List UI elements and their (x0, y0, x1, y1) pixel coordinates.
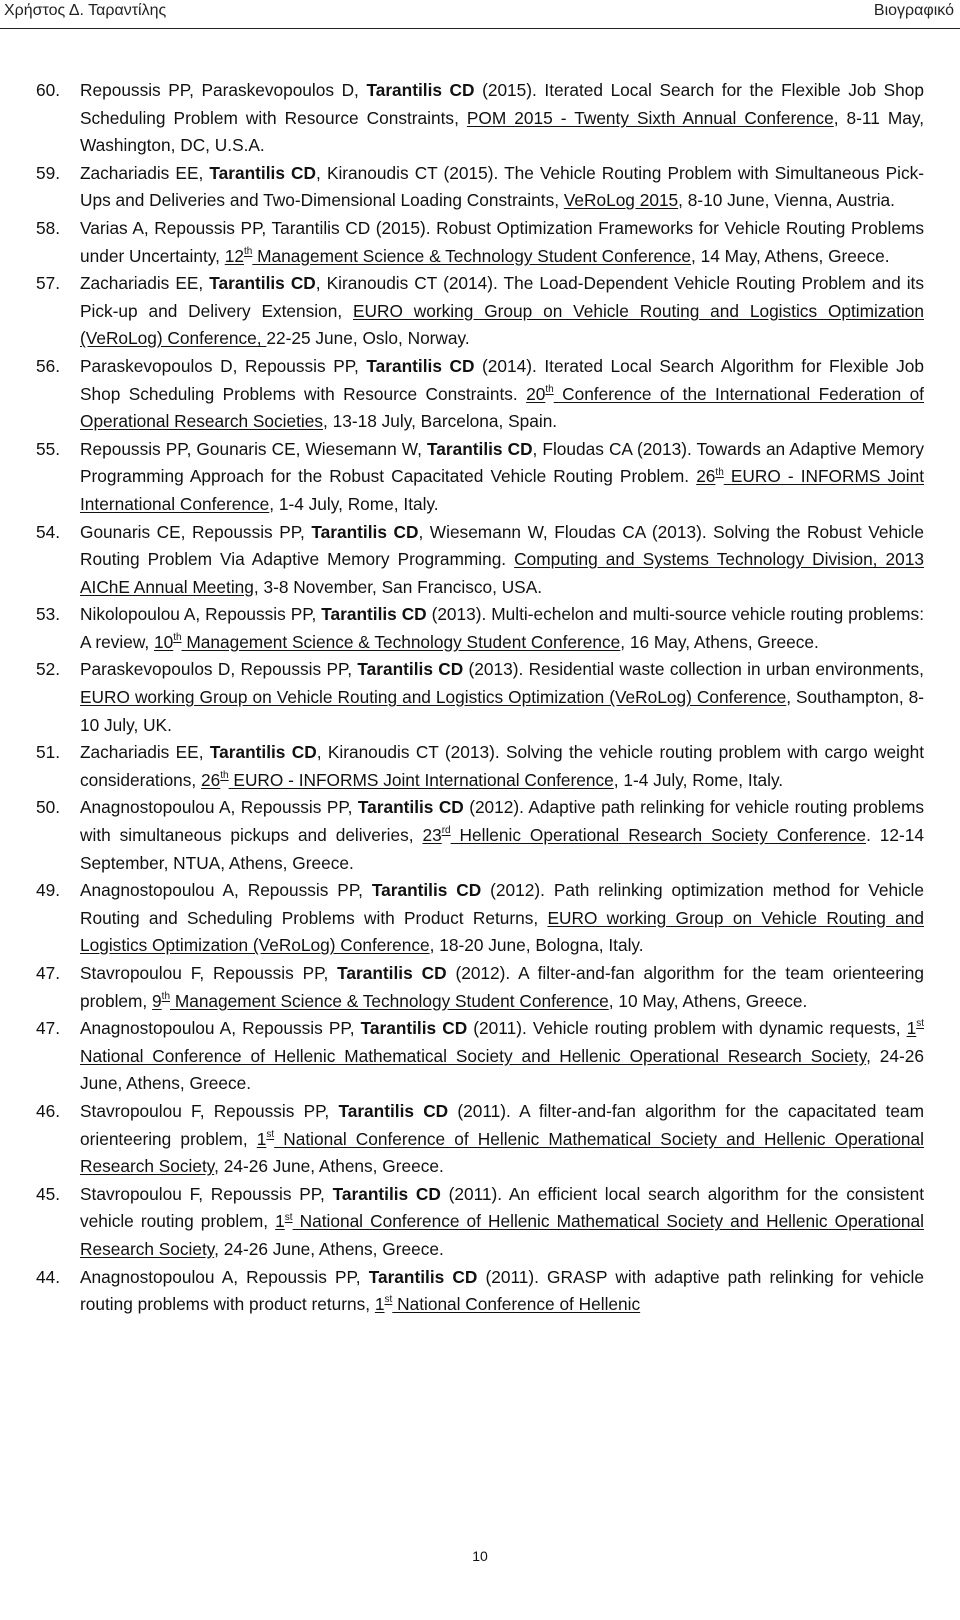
reference-number: 47. (36, 963, 61, 983)
highlighted-author: Tarantilis CD (368, 1266, 478, 1287)
reference-number: 59. (36, 162, 61, 183)
reference-item (36, 77, 924, 160)
reference-text: , Kiranoudis CT (2013). Solving the vehicle routing problem with cargo weight considerations, (80, 742, 924, 790)
reference-number: 45. (36, 1183, 61, 1204)
ordinal-suffix: th (173, 632, 182, 644)
ordinal-suffix: th (545, 383, 554, 395)
highlighted-author: Tarantilis CD (338, 1100, 449, 1121)
reference-number: 44. (36, 1266, 61, 1287)
venue-name: EURO working Group on Vehicle Routing and Logistics Optimization (VeRoLog) Conference (80, 687, 787, 708)
highlighted-author: Tarantilis CD (357, 797, 464, 818)
reference-item (36, 215, 924, 270)
reference-text: , 24-26 June, Athens, Greece. (214, 1238, 444, 1259)
venue-name: 1 (275, 1211, 285, 1232)
venue-name: 23 (422, 825, 442, 846)
venue-name: Computing and Systems Technology Division, 2013 AIChE Annual Meeting (80, 549, 924, 597)
reference-text: , Wiesemann W, Floudas CA (2013). Solving the Robust Vehicle Routing Problem Via Adaptive Memory Programming. (80, 521, 924, 570)
page-header (4, 2, 954, 28)
venue-name: 1 (906, 1018, 917, 1039)
reference-text: (2011). GRASP with adaptive path relinking for vehicle routing problems with product returns, (80, 1266, 925, 1315)
reference-item (36, 739, 924, 794)
highlighted-author: Tarantilis CD (360, 1018, 468, 1039)
venue-name: EURO working Group on Vehicle Routing and Logistics Optimization (VeRoLog) Conference, (80, 300, 924, 349)
reference-text: Stavropoulou F, Repoussis PP, (80, 1100, 339, 1121)
reference-number: 53. (36, 604, 61, 625)
reference-text: , 18-20 June, Bologna, Italy. (429, 935, 644, 956)
reference-text: , 10 May, Athens, Greece. (608, 990, 808, 1011)
highlighted-author: Tarantilis CD (209, 162, 317, 183)
ordinal-suffix: st (384, 1294, 393, 1306)
reference-text: Varias A, Repoussis PP, Tarantilis CD (2015). Robust Optimization Frameworks for Vehicle Routing Problems under Uncertainty, (80, 217, 924, 266)
reference-text: Anagnostopoulou A, Repoussis PP, (80, 1266, 369, 1287)
reference-text: , 8-10 June, Vienna, Austria. (678, 190, 895, 211)
ordinal-suffix: th (715, 466, 724, 478)
reference-text: Anagnostopoulou A, Repoussis PP, (80, 1018, 361, 1039)
reference-text: (2013). Residential waste collection in urban environments, (463, 659, 924, 680)
reference-text: Paraskevopoulos D, Repoussis PP, (80, 355, 367, 376)
venue-name: POM 2015 - Twenty Sixth Annual Conference (466, 107, 834, 128)
reference-text: (2012). Adaptive path relinking for vehicle routing problems with simultaneous pickups and deliveries, (80, 797, 924, 846)
highlighted-author: Tarantilis CD (366, 80, 475, 100)
reference-number: 52. (36, 659, 61, 680)
reference-text: Anagnostopoulou A, Repoussis PP, (80, 880, 372, 901)
reference-item (36, 960, 924, 1015)
venue-name: National Conference of Hellenic Mathematical Society and Hellenic Operational Research Society (80, 1211, 924, 1259)
reference-item (36, 601, 924, 656)
reference-text: , 16 May, Athens, Greece. (620, 631, 819, 652)
reference-text: 22-25 June, Oslo, Norway. (266, 328, 470, 349)
venue-name: Conference of the International Federation of Operational Research Societies (80, 383, 924, 432)
ordinal-suffix: st (284, 1211, 293, 1223)
reference-number: 49. (36, 880, 61, 901)
reference-text: (2012). A filter-and-fan algorithm for the team orienteering problem, (80, 963, 925, 1011)
reference-text: , 13-18 July, Barcelona, Spain. (323, 411, 558, 432)
ordinal-suffix: th (220, 770, 229, 782)
reference-item (36, 1015, 924, 1098)
reference-text: Paraskevopoulos D, Repoussis PP, (80, 659, 358, 680)
reference-text: Zachariadis EE, (80, 162, 210, 183)
reference-text: , 14 May, Athens, Greece. (691, 245, 890, 266)
reference-number: 58. (36, 217, 61, 238)
ordinal-suffix: th (243, 245, 253, 257)
venue-name: Management Science & Technology Student Conference (181, 631, 621, 652)
venue-name: Management Science & Technology Student Conference (252, 245, 692, 266)
reference-item (36, 353, 924, 436)
reference-number: 60. (36, 80, 61, 100)
venue-name: Hellenic Operational Research Society Conference (450, 825, 867, 846)
venue-name: 26 (201, 769, 221, 790)
venue-name: VeRoLog 2015 (563, 190, 679, 211)
reference-item (36, 656, 924, 739)
reference-text: (2011). A filter-and-fan algorithm for the capacitated team orienteering problem, (80, 1100, 925, 1149)
reference-text: , 1-4 July, Rome, Italy. (269, 493, 439, 514)
reference-list (36, 77, 924, 1319)
reference-text: Repoussis PP, Gounaris CE, Wiesemann W, (80, 438, 427, 459)
venue-name: National Conference of Hellenic Mathematical Society and Hellenic Operational Research Society (80, 1045, 867, 1066)
reference-item (36, 1264, 924, 1319)
reference-text: Stavropoulou F, Repoussis PP, (80, 963, 338, 983)
reference-text: Zachariadis EE, (80, 742, 210, 763)
reference-item (36, 794, 924, 877)
venue-name: 9 (152, 990, 162, 1011)
venue-name: EURO working Group on Vehicle Routing and Logistics Optimization (VeRoLog) Conference (80, 907, 924, 956)
ordinal-suffix: th (161, 990, 171, 1002)
reference-text: , 24-26 June, Athens, Greece. (80, 1045, 924, 1094)
venue-name: 20 (526, 383, 546, 404)
reference-item (36, 270, 924, 353)
reference-text: Nikolopoulou A, Repoussis PP, (80, 604, 322, 625)
reference-text: Gounaris CE, Repoussis PP, (80, 521, 312, 542)
reference-text: , Kiranoudis CT (2015). The Vehicle Routing Problem with Simultaneous Pick-Ups and Deliveries and Two-Dimensional Loading Constraints, (80, 162, 924, 211)
reference-item (36, 1181, 924, 1264)
reference-text: , 3-8 November, San Francisco, USA. (253, 576, 543, 597)
highlighted-author: Tarantilis CD (371, 880, 482, 901)
ordinal-suffix: rd (441, 825, 451, 837)
reference-text: , 8-11 May, Washington, DC, U.S.A. (80, 107, 925, 156)
highlighted-author: Tarantilis CD (321, 604, 427, 625)
reference-text: . 12-14 September, NTUA, Athens, Greece. (80, 825, 924, 873)
highlighted-author: Tarantilis CD (357, 659, 464, 680)
venue-name: 10 (153, 631, 174, 652)
highlighted-author: Tarantilis CD (337, 963, 447, 983)
reference-number: 56. (36, 355, 61, 376)
reference-number: 46. (36, 1100, 61, 1121)
reference-number: 57. (36, 273, 61, 294)
reference-text: (2011). An efficient local search algorithm for the consistent vehicle routing problem, (80, 1183, 925, 1232)
highlighted-author: Tarantilis CD (209, 273, 316, 294)
highlighted-author: Tarantilis CD (332, 1183, 441, 1204)
highlighted-author: Tarantilis CD (311, 521, 419, 542)
header-divider (0, 28, 960, 29)
reference-text: , Kiranoudis CT (2014). The Load-Dependent Vehicle Routing Problem and its Pick-up and Delivery Extension, (80, 273, 924, 321)
venue-name: 1 (256, 1128, 267, 1149)
highlighted-author: Tarantilis CD (366, 355, 475, 376)
reference-text: (2013). Multi-echelon and multi-source vehicle routing problems: A review, (80, 604, 924, 652)
venue-name: EURO - INFORMS Joint International Conference (80, 466, 924, 514)
reference-text: , 1-4 July, Rome, Italy. (613, 769, 784, 790)
highlighted-author: Tarantilis CD (209, 742, 317, 763)
reference-item (36, 1098, 924, 1181)
reference-text: (2015). Iterated Local Search for the Flexible Job Shop Scheduling Problem with Resource Constraints, (80, 80, 924, 128)
venue-name: National Conference of Hellenic (392, 1294, 641, 1315)
reference-number: 51. (36, 742, 61, 763)
reference-text: (2012). Path relinking optimization method for Vehicle Routing and Scheduling Problems with Product Returns, (80, 880, 925, 928)
highlighted-author: Tarantilis CD (426, 438, 533, 459)
reference-number: 54. (36, 521, 61, 542)
venue-name: 12 (224, 245, 244, 266)
page-number: 10 (472, 1548, 488, 1564)
reference-item (36, 877, 924, 960)
reference-text: (2011). Vehicle routing problem with dynamic requests, (467, 1018, 907, 1039)
reference-number: 47. (36, 1018, 61, 1039)
reference-text: (2014). Iterated Local Search Algorithm for Flexible Job Shop Scheduling Problems with Resource Constraints. (80, 355, 925, 404)
reference-text: Repoussis PP, Paraskevopoulos D, (80, 80, 367, 100)
reference-text: , 24-26 June, Athens, Greece. (214, 1156, 444, 1177)
reference-item (36, 160, 924, 215)
venue-name: 26 (696, 466, 716, 487)
reference-text: , Floudas CA (2013). Towards an Adaptive Memory Programming Approach for the Robust Capacitated Vehicle Routing Problem. (80, 438, 924, 487)
reference-text: Stavropoulou F, Repoussis PP, (80, 1183, 333, 1204)
reference-text: Anagnostopoulou A, Repoussis PP, (80, 797, 358, 818)
reference-item (36, 436, 924, 519)
header-section: Βιογραφικό (873, 2, 954, 19)
header-author: Χρήστος Δ. Ταραντίλης (4, 2, 167, 19)
venue-name: EURO - INFORMS Joint International Conference (228, 769, 614, 790)
reference-number: 50. (36, 797, 61, 818)
reference-text: , Southampton, 8-10 July, UK. (80, 687, 924, 735)
reference-item (36, 519, 924, 602)
reference-number: 55. (36, 438, 61, 459)
ordinal-suffix: st (916, 1018, 924, 1030)
ordinal-suffix: st (266, 1128, 275, 1140)
venue-name: Management Science & Technology Student Conference (170, 990, 609, 1011)
reference-text: Zachariadis EE, (80, 273, 210, 294)
venue-name: 1 (374, 1294, 385, 1315)
venue-name: National Conference of Hellenic Mathematical Society and Hellenic Operational Research Society (80, 1128, 924, 1177)
